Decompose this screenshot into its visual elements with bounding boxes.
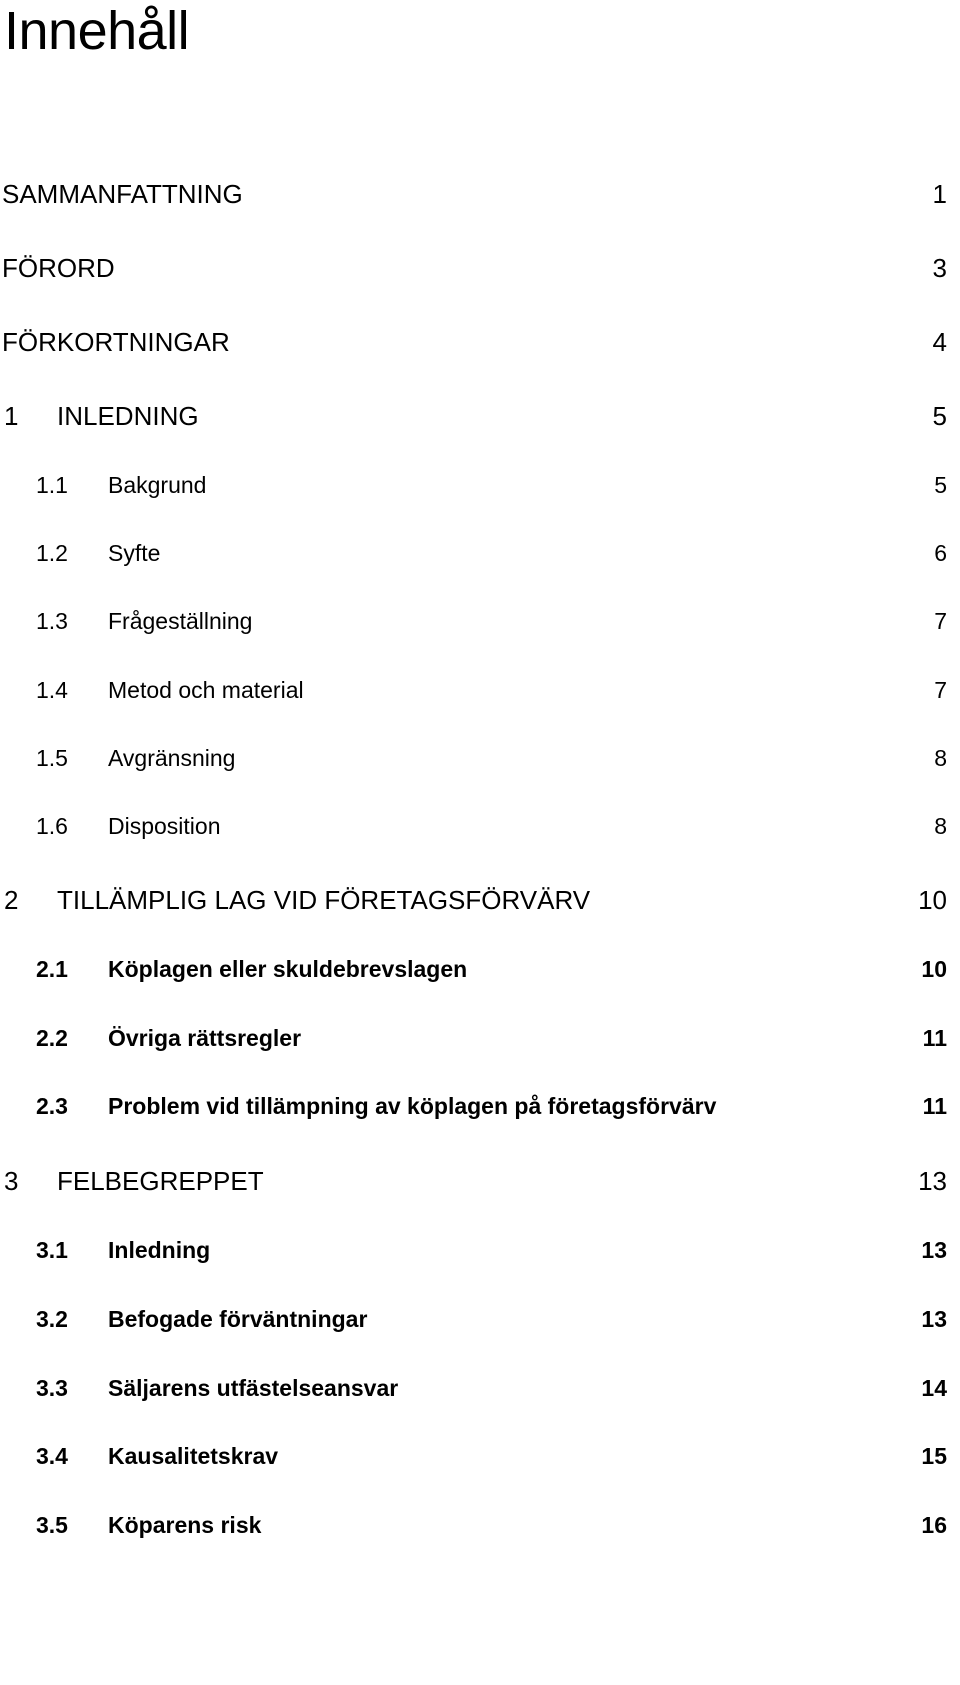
toc-entry-section-2-1[interactable]	[0, 949, 960, 989]
toc-entry-page: 10	[918, 885, 947, 915]
toc-entry-number: 1.6	[36, 813, 68, 839]
toc-entry-page: 3	[932, 253, 947, 283]
toc-entry-page: 14	[921, 1375, 947, 1401]
toc-entry-number: 3.3	[36, 1375, 68, 1401]
toc-entry-number: 3	[4, 1166, 19, 1196]
toc-entry-page: 7	[934, 608, 947, 634]
toc-entry-title: Syfte	[108, 540, 161, 566]
toc-entry-number: 3.5	[36, 1512, 68, 1538]
toc-entry-title: Problem vid tillämpning av köplagen på företagsförvärv	[108, 1093, 717, 1119]
toc-entry-title: Bakgrund	[108, 472, 207, 498]
toc-entry-forkortningar[interactable]	[0, 322, 960, 362]
toc-entry-title: FELBEGREPPET	[57, 1166, 264, 1196]
toc-entry-page: 13	[918, 1166, 947, 1196]
toc-entry-title: Övriga rättsregler	[108, 1025, 302, 1051]
toc-entry-section-1-4[interactable]	[0, 670, 960, 710]
toc-entry-section-3-2[interactable]	[0, 1299, 960, 1339]
toc-entry-title: FÖRKORTNINGAR	[2, 327, 230, 357]
toc-entry-page: 8	[934, 745, 947, 771]
toc-entry-page: 4	[932, 327, 947, 357]
toc-entry-page: 13	[921, 1306, 947, 1332]
toc-entry-section-2-3[interactable]	[0, 1086, 960, 1126]
toc-entry-number: 1.4	[36, 677, 68, 703]
toc-entry-section-1-1[interactable]	[0, 465, 960, 505]
toc-entry-sammanfattning[interactable]	[0, 174, 960, 214]
toc-entry-title: SAMMANFATTNING	[2, 179, 243, 209]
toc-entry-title: Köplagen eller skuldebrevslagen	[108, 956, 468, 982]
toc-entry-section-3-1[interactable]	[0, 1230, 960, 1270]
toc-entry-title: Säljarens utfästelseansvar	[108, 1375, 399, 1401]
toc-entry-title: TILLÄMPLIG LAG VID FÖRETAGSFÖRVÄRV	[57, 885, 591, 915]
toc-entry-title: Befogade förväntningar	[108, 1306, 368, 1332]
toc-entry-page: 15	[921, 1443, 947, 1469]
toc-entry-section-3-3[interactable]	[0, 1368, 960, 1408]
toc-entry-number: 2.3	[36, 1093, 68, 1119]
toc-entry-number: 3.1	[36, 1237, 68, 1263]
toc-entry-forord[interactable]	[0, 248, 960, 288]
toc-entry-section-1-6[interactable]	[0, 806, 960, 846]
toc-entry-page: 5	[934, 472, 947, 498]
toc-entry-page: 6	[934, 540, 947, 566]
toc-entry-chapter-3[interactable]	[0, 1161, 960, 1201]
toc-entry-number: 1	[4, 401, 19, 431]
toc-entry-section-2-2[interactable]	[0, 1018, 960, 1058]
toc-entry-number: 2	[4, 885, 19, 915]
toc-entry-number: 1.1	[36, 472, 68, 498]
toc-entry-number: 2.2	[36, 1025, 68, 1051]
toc-entry-number: 1.2	[36, 540, 68, 566]
toc-entry-section-1-2[interactable]	[0, 533, 960, 573]
toc-entry-page: 13	[921, 1237, 947, 1263]
toc-entry-page: 8	[934, 813, 947, 839]
toc-entry-title: Inledning	[108, 1237, 211, 1263]
toc-entry-page: 5	[932, 401, 947, 431]
toc-entry-title: Disposition	[108, 813, 221, 839]
toc-entry-section-1-5[interactable]	[0, 738, 960, 778]
toc-entry-number: 1.5	[36, 745, 68, 771]
toc-entry-page: 7	[934, 677, 947, 703]
toc-entry-page: 10	[921, 956, 947, 982]
toc-entry-number: 3.2	[36, 1306, 68, 1332]
toc-entry-title: INLEDNING	[57, 401, 199, 431]
toc-entry-number: 2.1	[36, 956, 68, 982]
toc-entry-number: 1.3	[36, 608, 68, 634]
toc-entry-section-3-4[interactable]	[0, 1436, 960, 1476]
toc-entry-title: Köparens risk	[108, 1512, 262, 1538]
toc-entry-title: FÖRORD	[2, 253, 115, 283]
toc-entry-title: Metod och material	[108, 677, 304, 703]
toc-entry-page: 11	[922, 1025, 947, 1051]
toc-entry-title: Frågeställning	[108, 608, 253, 634]
toc-entry-number: 3.4	[36, 1443, 68, 1469]
toc-entry-section-1-3[interactable]	[0, 601, 960, 641]
toc-entry-page: 1	[932, 179, 947, 209]
toc-entry-page: 16	[921, 1512, 947, 1538]
toc-entry-section-3-5[interactable]	[0, 1505, 960, 1545]
toc-entry-chapter-2[interactable]	[0, 880, 960, 920]
toc-entry-title: Kausalitetskrav	[108, 1443, 279, 1469]
toc-entry-title: Avgränsning	[108, 745, 236, 771]
toc-entry-chapter-1[interactable]	[0, 396, 960, 436]
page-title: Innehåll	[4, 1, 190, 61]
toc-entry-page: 11	[922, 1093, 947, 1119]
